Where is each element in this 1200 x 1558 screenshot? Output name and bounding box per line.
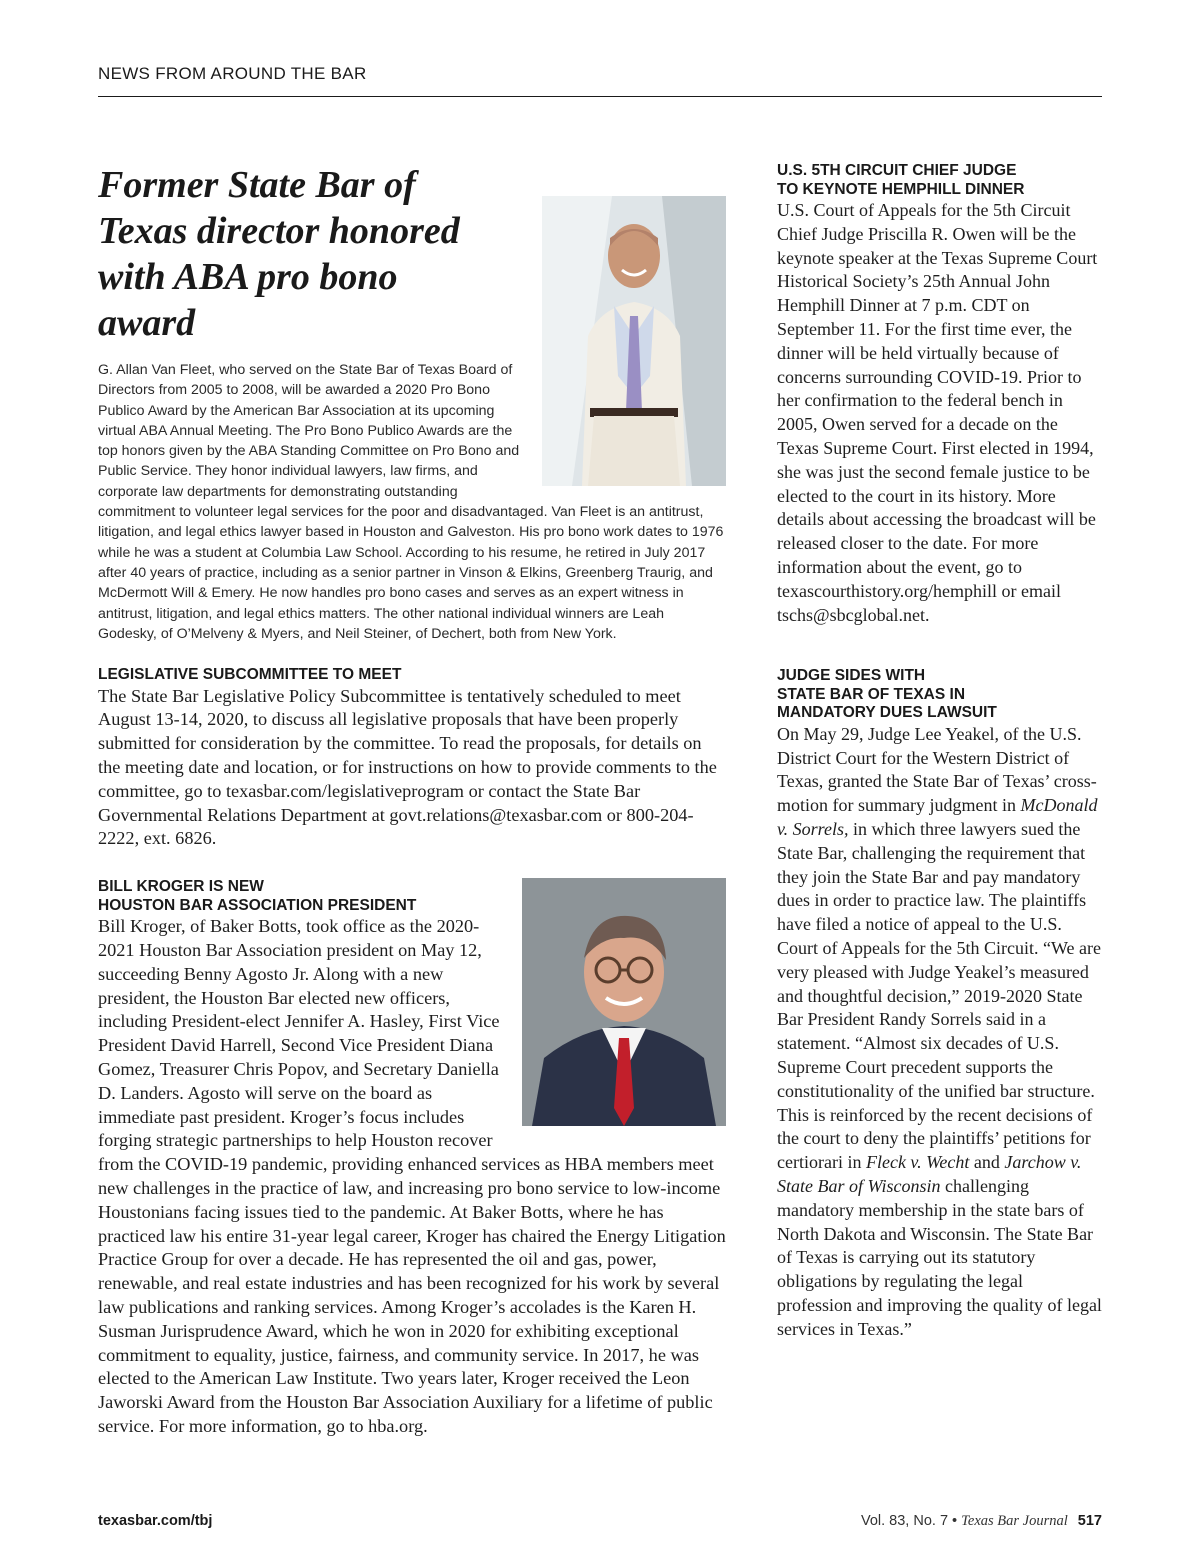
kroger-illustration: [522, 878, 726, 1126]
judge-case-fleck: Fleck v. Wecht: [865, 1152, 970, 1173]
footer-publication: [861, 1513, 1102, 1530]
judge-case-mcdonald: McDonald v. Sorrels,: [777, 795, 1098, 840]
legislative-heading: LEGISLATIVE SUBCOMMITTEE TO MEET: [98, 666, 402, 684]
header-rule: [98, 96, 1102, 97]
section-label: NEWS FROM AROUND THE BAR: [98, 64, 367, 83]
kroger-section: [98, 878, 726, 1439]
kroger-photo: [522, 878, 726, 1126]
legislative-body: The State Bar Legislative Policy Subcommittee is tentatively scheduled to meet August 13-14, 2020, to discuss all legislative proposals that have been properly submitted for consideration by the committee. To read the proposals, for details on the meeting date and location, or for instructions on how to provide comments to the committee, go to texasbar.com/legislativeprogram or contact the State Bar Governmental Relations Department at govt.relations@texasbar.com or 800-204-2222, ext. 6826.: [98, 685, 717, 849]
van-fleet-photo: [542, 196, 726, 486]
circuit-body: U.S. Court of Appeals for the 5th Circuit Chief Judge Priscilla R. Owen will be the keynote speaker at the Texas Supreme Court Historical Society’s 25th Annual John Hemphill Dinner at 7 p.m. CDT on September 11. For the first time ever, the dinner will be held virtually because of concerns surrounding COVID-19. Prior to her confirmation to the federal bench in 2005, Owen served for a decade on the Texas Supreme Court. First elected in 1994, she was just the second female justice to be elected to the court in its history. More details about accessing the broadcast will be released closer to the date. For more information about the event, go to texascourthistory.org/hemphill or email tschs@sbcglobal.net.: [777, 200, 1098, 625]
legislative-section: [98, 666, 726, 851]
judge-body-part1: On May 29, Judge Lee Yeakel, of the U.S. District Court for the Western District of Texas, granted the State Bar of Texas’ cross-motion for summary judgment in: [777, 723, 1097, 816]
footer-bullet: •: [952, 1513, 958, 1529]
judge-heading-line2: STATE BAR OF TEXAS IN: [777, 685, 966, 703]
circuit-section: [777, 162, 1102, 627]
judge-body-part2: in which three lawyers sued the State Bar, challenging the requirement that they join the State Bar and pay mandatory dues in order to practice law. The plaintiffs have filed a notice of appeal to the U.S. Court of Appeals for the 5th Circuit. “We are very pleased with Judge Yeakel’s measured and thoughtful decision,” 2019-2020 State Bar President Randy Sorrels said in a statement. “Almost six decades of U.S. Supreme Court precedent supports the constitutionality of the unified bar structure. This is reinforced by the recent decisions of the court to deny the plaintiffs’ petitions for certiorari in: [777, 819, 1101, 1173]
judge-body: [777, 723, 1102, 1342]
judge-heading: [777, 667, 1102, 723]
van-fleet-illustration: [542, 196, 726, 486]
footer-journal-name: Texas Bar Journal: [961, 1513, 1068, 1529]
footer-page-number: 517: [1077, 1513, 1102, 1529]
judge-section: [777, 667, 1102, 1341]
kroger-body: Bill Kroger, of Baker Botts, took office as the 2020-2021 Houston Bar Association president on May 12, succeeding Benny Agosto Jr. Along with a new president, the Houston Bar elected new officers, including President-elect Jennifer A. Hasley, First Vice President David Harrell, Second Vice President Diana Gomez, Treasurer Chris Popov, and Secretary Daniella D. Landers. Agosto will serve on the board as immediate past president. Kroger’s focus includes forging strategic partnerships to help Houston recover from the COVID-19 pandemic, providing enhanced services as HBA members meet new challenges in the practice of law, and increasing pro bono service to low-income Houstonians facing issues tied to the pandemic. At Baker Botts, where he has practiced law his entire 31-year legal career, Kroger has chaired the Energy Litigation Practice Group for over a decade. He has represented the oil and gas, power, renewable, and real estate industries and has been recognized for his work by several law publications and ranking services. Among Kroger’s accolades is the Karen H. Susman Jurisprudence Award, which he won in 2020 for exhibiting exceptional commitment to equality, justice, fairness, and community service. In 2017, he was elected to the American Law Institute. Two years later, Kroger received the Leon Jaworski Award from the Houston Bar Association Auxiliary for a lifetime of public service. For more information, go to hba.org.: [98, 916, 726, 1436]
kroger-heading-line1: BILL KROGER IS NEW: [98, 878, 264, 896]
right-column: [777, 158, 1102, 1342]
judge-body-part4: challenging mandatory membership in the state bars of North Dakota and Wisconsin. The State Bar of Texas is carrying out its statutory obligations by regulating the legal profession and improving the quality of legal services in Texas.”: [777, 1175, 1102, 1339]
left-column: [98, 158, 726, 1439]
judge-heading-line3: MANDATORY DUES LAWSUIT: [777, 704, 997, 722]
judge-heading-line1: JUDGE SIDES WITH: [777, 667, 926, 685]
footer-url[interactable]: texasbar.com/tbj: [98, 1513, 213, 1529]
circuit-heading: [777, 162, 1102, 199]
footer-volume: Vol. 83, No. 7: [860, 1513, 949, 1529]
judge-case-jarchow: Jarchow v. State Bar of Wisconsin: [777, 1152, 1082, 1196]
judge-body-part3: and: [973, 1152, 1000, 1173]
lead-article-title: Former State Bar of Texas director honored with ABA pro bono award: [98, 164, 460, 344]
kroger-heading-line2: HOUSTON BAR ASSOCIATION PRESIDENT: [98, 896, 417, 914]
circuit-heading-line1: U.S. 5TH CIRCUIT CHIEF JUDGE: [777, 162, 1017, 179]
lead-article-body: G. Allan Van Fleet, who served on the State Bar of Texas Board of Directors from 2005 to 2008, will be awarded a 2020 Pro Bono Publico Award by the American Bar Association at its upcoming virtual ABA Annual Meeting. The Pro Bono Publico Awards are the top honors given by the ABA Standing Committee on Pro Bono and Public Service. They honor individual lawyers, law firms, and corporate law departments for demonstrating outstanding commitment to volunteer legal services for the poor and disadvantaged. Van Fleet is an antitrust, litigation, and legal ethics lawyer based in Houston and Galveston. His pro bono work dates to 1976 while he was a student at Columbia Law School. According to his resume, he retired in July 2017 after 40 years of practice, including as a senior partner in Vinson & Elkins, Greenberg Traurig, and McDermott Will & Emery. He now handles pro bono cases and serves as an expert witness in antitrust, litigation, and legal ethics matters. The other national individual winners are Leah Godesky, of O’Melveny & Myers, and Neil Steiner, of Dechert, both from New York.: [98, 362, 724, 642]
circuit-heading-line2: TO KEYNOTE HEMPHILL DINNER: [777, 180, 1025, 198]
